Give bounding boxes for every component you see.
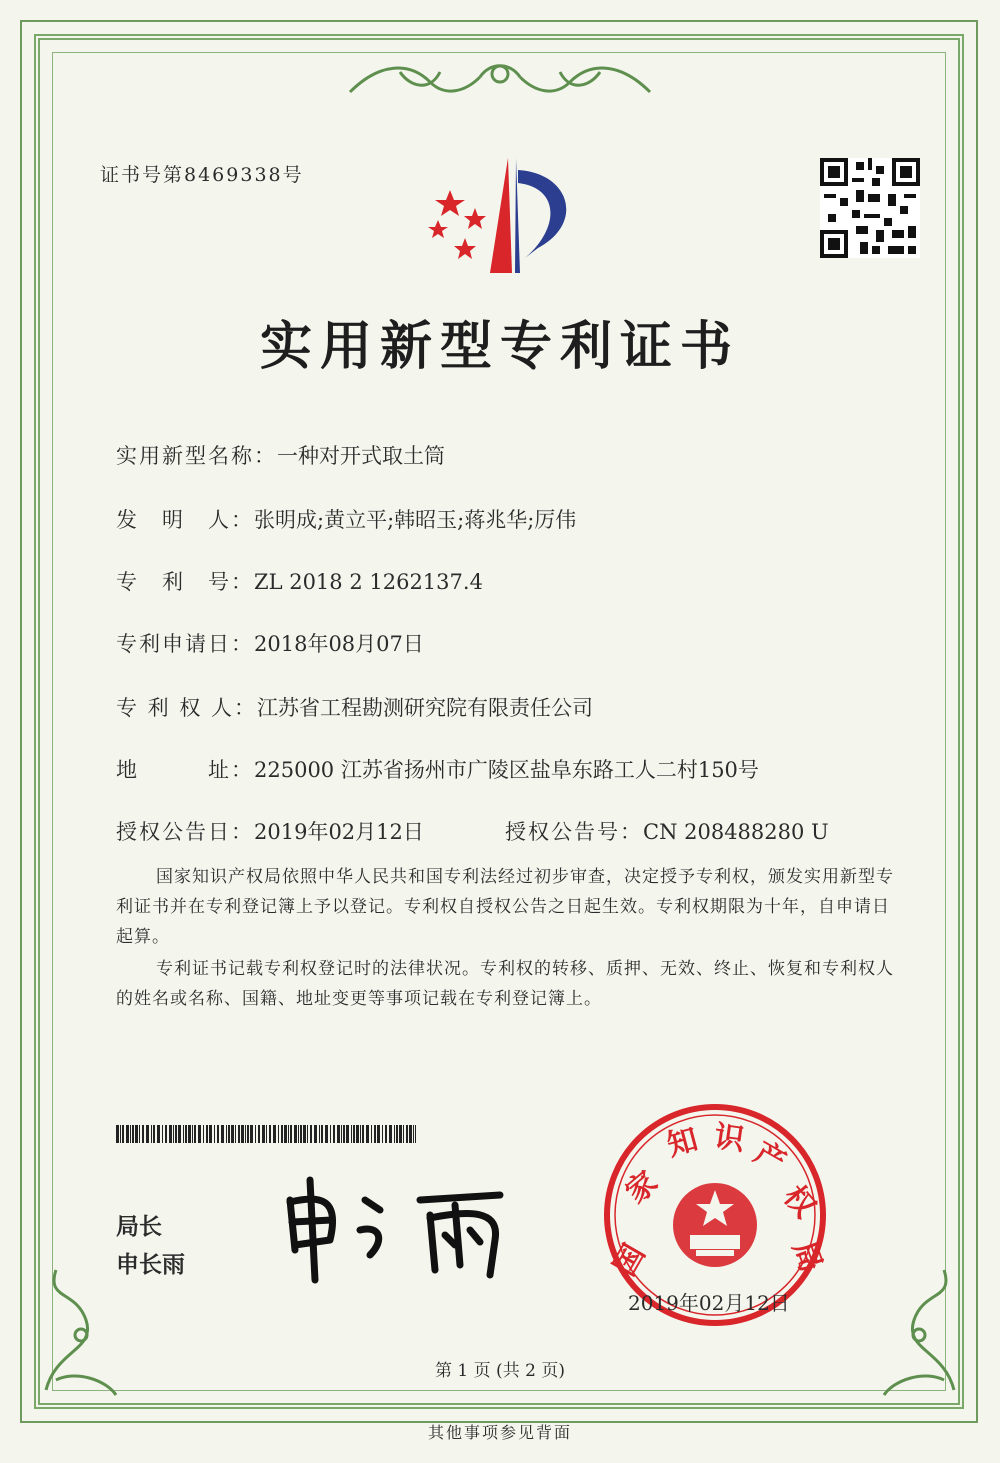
- barcode-bar: [307, 1125, 308, 1143]
- barcode-bar: [330, 1125, 331, 1143]
- barcode-bar: [403, 1125, 404, 1143]
- barcode-bar: [360, 1125, 361, 1143]
- field-filing-date: [116, 628, 424, 658]
- barcode-bar: [406, 1125, 408, 1143]
- qr-code-icon[interactable]: [820, 158, 920, 258]
- barcode-bar: [394, 1125, 395, 1143]
- director-title: 局长: [116, 1214, 162, 1240]
- barcode-bar: [415, 1125, 416, 1143]
- field-value: ZL 2018 2 1262137.4: [254, 570, 483, 594]
- barcode-bar: [281, 1125, 283, 1143]
- field-patent-holder: [116, 692, 593, 722]
- barcode-bar: [221, 1125, 224, 1143]
- statement-paragraph: [116, 862, 901, 952]
- barcode-bar: [371, 1125, 372, 1143]
- barcode-bar: [142, 1125, 144, 1143]
- barcode-bar: [409, 1125, 412, 1143]
- field-value: 张明成;黄立平;韩昭玉;蒋兆华;厉伟: [254, 508, 577, 532]
- barcode-bar: [255, 1125, 256, 1143]
- barcode-bar: [178, 1125, 181, 1143]
- field-value: 2019年02月12日: [254, 820, 424, 844]
- field-value: 225000 江苏省扬州市广陵区盐阜东路工人二村150号: [254, 758, 759, 782]
- barcode-bar: [300, 1125, 302, 1143]
- barcode-bar: [245, 1125, 246, 1143]
- field-grant-number: [505, 816, 829, 846]
- field-patent-number: [116, 566, 483, 596]
- top-ornament-icon: [340, 52, 660, 104]
- barcode-bar: [288, 1125, 289, 1143]
- footer-note: 其他事项参见背面: [427, 1423, 572, 1442]
- barcode-bar: [290, 1125, 292, 1143]
- barcode-bar: [238, 1125, 240, 1143]
- director-name: 申长雨: [116, 1252, 185, 1278]
- barcode-bar: [198, 1125, 201, 1143]
- page-number: 第 1 页 (共 2 页): [435, 1361, 565, 1381]
- barcode-bar: [130, 1125, 131, 1143]
- field-label: 专 利 权 人：: [116, 696, 258, 720]
- barcode-bar: [206, 1125, 208, 1143]
- field-value: 2018年08月07日: [254, 632, 424, 656]
- field-label: 地 址：: [116, 758, 254, 782]
- svg-text:产: 产: [748, 1135, 792, 1181]
- barcode-bar: [374, 1125, 376, 1143]
- barcode-bar: [139, 1125, 140, 1143]
- barcode-bar: [250, 1125, 253, 1143]
- field-value: CN 208488280 U: [643, 820, 829, 844]
- barcode-bar: [203, 1125, 204, 1143]
- barcode-bar: [126, 1125, 129, 1143]
- barcode-bar: [132, 1125, 134, 1143]
- svg-text:权: 权: [776, 1179, 823, 1225]
- field-label: 发 明 人：: [116, 508, 254, 532]
- svg-text:知: 知: [663, 1122, 702, 1164]
- barcode-bar: [413, 1125, 414, 1143]
- barcode-bar: [343, 1125, 345, 1143]
- barcode-bar: [214, 1125, 215, 1143]
- barcode-bar: [146, 1125, 149, 1143]
- certificate-number: 证书号第8469338号: [100, 164, 304, 186]
- signature-icon: [270, 1170, 520, 1290]
- barcode-bar: [294, 1125, 297, 1143]
- barcode-bar: [183, 1125, 184, 1143]
- barcode-bar: [122, 1125, 124, 1143]
- field-label: 授权公告号：: [505, 820, 643, 844]
- barcode-bar: [366, 1125, 369, 1143]
- barcode-bar: [284, 1125, 287, 1143]
- barcode-bar: [217, 1125, 219, 1143]
- field-grant-date: [116, 816, 424, 846]
- barcode-bar: [346, 1125, 349, 1143]
- barcode-bar: [353, 1125, 355, 1143]
- barcode-bar: [337, 1125, 340, 1143]
- barcode-bar: [399, 1125, 402, 1143]
- barcode-bar: [389, 1125, 392, 1143]
- barcode-icon: [116, 1125, 416, 1143]
- barcode-bar: [116, 1125, 119, 1143]
- svg-text:家: 家: [619, 1164, 665, 1211]
- barcode-bar: [192, 1125, 193, 1143]
- barcode-bar: [385, 1125, 387, 1143]
- svg-text:局: 局: [785, 1236, 829, 1277]
- barcode-bar: [262, 1125, 265, 1143]
- barcode-bar: [209, 1125, 212, 1143]
- field-value: 一种对开式取土筒: [277, 444, 445, 468]
- paragraph-text: 专利证书记载专利权登记时的法律状况。专利权的转移、质押、无效、终止、恢复和专利权人的姓名或名称、国籍、地址变更等事项记载在专利登记簿上。: [116, 959, 894, 1009]
- barcode-bar: [319, 1125, 320, 1143]
- barcode-bar: [235, 1125, 236, 1143]
- barcode-bar: [362, 1125, 364, 1143]
- barcode-bar: [351, 1125, 352, 1143]
- barcode-bar: [153, 1125, 155, 1143]
- barcode-bar: [273, 1125, 276, 1143]
- barcode-bar: [341, 1125, 342, 1143]
- page-title: 实用新型专利证书: [259, 317, 740, 377]
- statement-paragraph: [116, 954, 901, 1014]
- barcode-bar: [266, 1125, 267, 1143]
- barcode-bar: [120, 1125, 121, 1143]
- barcode-bar: [321, 1125, 323, 1143]
- barcode-bar: [247, 1125, 249, 1143]
- field-value: 江苏省工程勘测研究院有限责任公司: [257, 696, 594, 720]
- barcode-bar: [396, 1125, 398, 1143]
- barcode-bar: [165, 1125, 167, 1143]
- field-inventor: [116, 504, 576, 534]
- barcode-bar: [333, 1125, 335, 1143]
- barcode-bar: [278, 1125, 279, 1143]
- barcode-bar: [298, 1125, 299, 1143]
- barcode-bar: [228, 1125, 230, 1143]
- barcode-bar: [135, 1125, 138, 1143]
- barcode-bar: [258, 1125, 260, 1143]
- field-label: 专利申请日：: [116, 632, 254, 656]
- barcode-bar: [194, 1125, 196, 1143]
- barcode-bar: [314, 1125, 317, 1143]
- barcode-bar: [162, 1125, 163, 1143]
- barcode-bar: [356, 1125, 359, 1143]
- svg-text:识: 识: [712, 1119, 747, 1159]
- svg-text:国: 国: [607, 1238, 653, 1282]
- barcode-bar: [173, 1125, 174, 1143]
- field-address: [116, 754, 759, 784]
- barcode-bar: [377, 1125, 380, 1143]
- barcode-bar: [169, 1125, 172, 1143]
- paragraph-text: 国家知识产权局依照中华人民共和国专利法经过初步审查，决定授予专利权，颁发实用新型专利证书并在专利登记簿上予以登记。专利权自授权公告之日起生效。专利权期限为十年，自申请日起算。: [116, 867, 894, 947]
- barcode-bar: [151, 1125, 152, 1143]
- barcode-bar: [303, 1125, 306, 1143]
- barcode-bar: [269, 1125, 271, 1143]
- barcode-bar: [226, 1125, 227, 1143]
- barcode-bar: [382, 1125, 383, 1143]
- barcode-bar: [175, 1125, 177, 1143]
- barcode-bar: [185, 1125, 187, 1143]
- field-utility-model-name: [116, 440, 445, 470]
- barcode-bar: [310, 1125, 312, 1143]
- barcode-bar: [157, 1125, 160, 1143]
- barcode-bar: [325, 1125, 328, 1143]
- barcode-bar: [241, 1125, 244, 1143]
- patent-office-logo-icon: [420, 148, 585, 278]
- seal-date: 2019年02月12日: [628, 1291, 790, 1315]
- field-label: 专 利 号：: [116, 570, 254, 594]
- barcode-bar: [231, 1125, 234, 1143]
- field-label: 实用新型名称：: [116, 444, 277, 468]
- barcode-bar: [188, 1125, 191, 1143]
- field-label: 授权公告日：: [116, 820, 254, 844]
